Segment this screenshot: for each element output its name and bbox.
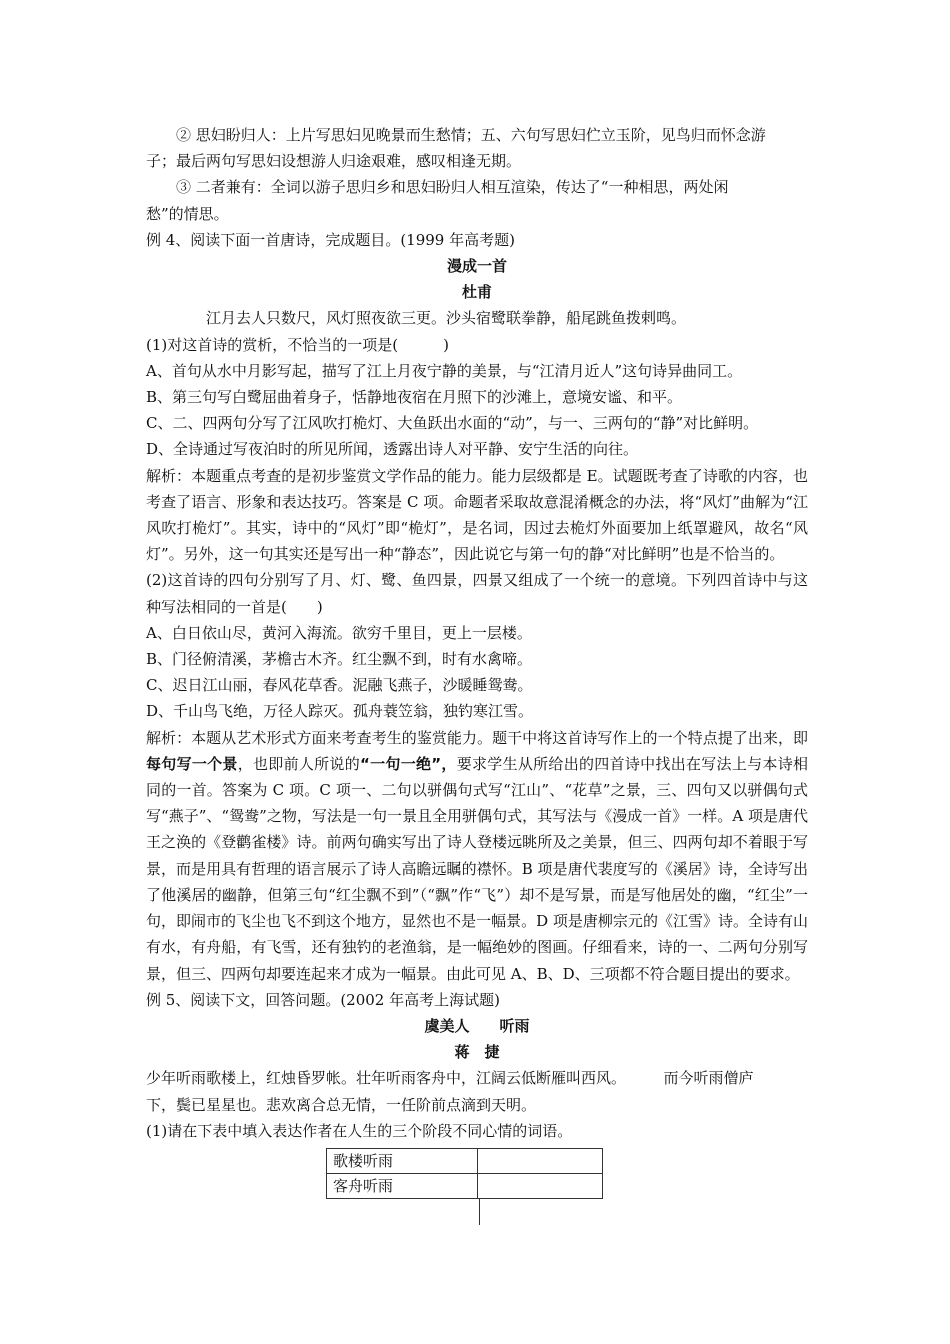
question-1-analysis: 解析：本题重点考查的是初步鉴赏文学作品的能力。能力层级都是 E。试题既考查了诗歌的内容，也考查了语言、形象和表达技巧。答案是 C 项。命题者采取故意混淆概念的办法，将“风灯”曲解为“江风吹打桅灯”。其实，诗中的“风灯”即“桅灯”，是名词，因过去桅灯外面要加上纸罩避风，故名“风灯”。另外，这一句其实还是写出一种“静态”，因此说它与第一句的静“对比鲜明”也是不恰当的。 (146, 466, 808, 564)
question-2-option-c: C、迟日江山丽，春风花草香。泥融飞燕子，沙暖睡鸳鸯。 (146, 676, 533, 695)
document-page (146, 122, 808, 1225)
analysis-text-start: 解析：本题从艺术形式方面来考查考生的鉴赏能力。题干中将这首诗写作上的一个特点提了出来，即 (146, 728, 808, 747)
example-4-poem-text: 江月去人只数尺，风灯照夜欲三更。沙头宿鹭联拳静，船尾跳鱼拨剌鸣。 (206, 309, 687, 328)
question-1-option-c: C、二、四两句分写了江风吹打桅灯、大鱼跃出水面的“动”，与一、三两句的“静”对比鲜明。 (146, 414, 759, 433)
example-4-poem-author: 杜甫 (461, 283, 492, 302)
paragraph-3-line-1: ③ 二者兼有：全词以游子思归乡和思妇盼归人相互渲染，传达了“一种相思，两处闲 (176, 178, 729, 197)
example-5-poem-line-2: 下，鬓已星星也。悲欢离合总无情，一任阶前点滴到天明。 (146, 1095, 537, 1114)
answer-table (326, 1148, 603, 1199)
table-cell-label: 客舟听雨 (327, 1173, 478, 1198)
example-5-intro: 例 5、阅读下文，回答问题。(2002 年高考上海试题) (146, 990, 500, 1009)
table-row (327, 1173, 603, 1198)
paragraph-2-line-1: ② 思妇盼归人：上片写思妇见晚景而生愁情；五、六句写思妇伫立玉阶，见鸟归而怀念游 (176, 126, 766, 144)
example-4-question-2: (2)这首诗的四句分别写了月、灯、鹭、鱼四景，四景又组成了一个统一的意境。下列四首诗中与这种写法相同的一首是( ) (146, 571, 808, 616)
example-4-question-1: (1)对这首诗的赏析，不恰当的一项是( ) (146, 335, 449, 354)
table-row (327, 1148, 603, 1173)
question-1-option-b: B、第三句写白鹭屈曲着身子，恬静地夜宿在月照下的沙滩上，意境安谧、和平。 (146, 388, 683, 407)
question-2-option-b: B、门径俯清溪，茅檐古木齐。红尘飘不到，时有水禽啼。 (146, 650, 533, 669)
analysis-emphasis-1: 每句写一个景 (146, 754, 238, 773)
question-2-analysis (146, 725, 808, 987)
example-5-poem-line-1: 少年听雨歌楼上，红烛昏罗帐。壮年听雨客舟中，江阔云低断雁叫西风。 而今听雨僧庐 (146, 1069, 754, 1088)
table-cell-answer[interactable] (478, 1148, 603, 1173)
table-cell-answer[interactable] (478, 1173, 603, 1198)
example-5-question-1: (1)请在下表中填入表达作者在人生的三个阶段不同心情的词语。 (146, 1121, 573, 1140)
example-5-poem-title: 虞美人 听雨 (424, 1016, 530, 1035)
example-4-poem-title: 漫成一首 (446, 257, 507, 276)
question-1-option-a: A、首句从水中月影写起，描写了江上月夜宁静的美景，与“江清月近人”这句诗异曲同工。 (146, 361, 743, 380)
question-2-option-a: A、白日依山尽，黄河入海流。欲穷千里目，更上一层楼。 (146, 623, 532, 642)
paragraph-2-line-2: 子；最后两句写思妇设想游人归途艰难，感叹相逢无期。 (146, 152, 522, 171)
question-2-option-d: D、千山鸟飞绝，万径人踪灭。孤舟蓑笠翁，独钓寒江雪。 (146, 702, 534, 721)
table-cell-label: 歌楼听雨 (327, 1148, 478, 1173)
analysis-text-end: 要求学生从所给出的四首诗中找出在写法上与本诗相同的一首。答案为 C 项。C 项一、二句以骈偶句式写“江山”、“花草”之景，三、四句又以骈偶句式写“燕子”、“鸳鸯”之物，写法是一句一景且全用骈偶句式，其写法与《漫成一首》一样。A 项是唐代王之涣的《登鹳雀楼》诗。前两句确实写出了诗人登楼远眺所及之美景，但三、四两句却不着眼于写景，而是用具有哲理的语言展示了诗人高瞻远瞩的襟怀。B 项是唐代裴度写的《溪居》诗，全诗写出了他溪居的幽静，但第三句“红尘飘不到”（“飘”作“飞”）却不是写景，而是写他居处的幽，“红尘”一句，即闹市的飞尘也飞不到这个地方，显然也不是一幅景。D 项是唐柳宗元的《江雪》诗。全诗有山有水，有舟船，有飞雪，还有独钓的老渔翁，是一幅绝妙的图画。仔细看来，诗的一、二两句分别写景，但三、四两句却要连起来才成为一幅景。由此可见 A、B、D、三项都不符合题目提出的要求。 (146, 754, 808, 983)
table-divider-line (479, 1199, 480, 1225)
analysis-text-mid: ，也即前人所说的 (237, 754, 360, 773)
question-1-option-d: D、全诗通过写夜泊时的所见所闻，透露出诗人对平静、安宁生活的向往。 (146, 440, 639, 459)
example-5-poem-author: 蒋 捷 (454, 1043, 500, 1062)
example-4-intro: 例 4、阅读下面一首唐诗，完成题目。(1999 年高考题) (146, 230, 515, 249)
analysis-emphasis-2: “一句一绝”， (360, 754, 457, 773)
paragraph-3-line-2: 愁”的情思。 (146, 204, 229, 223)
